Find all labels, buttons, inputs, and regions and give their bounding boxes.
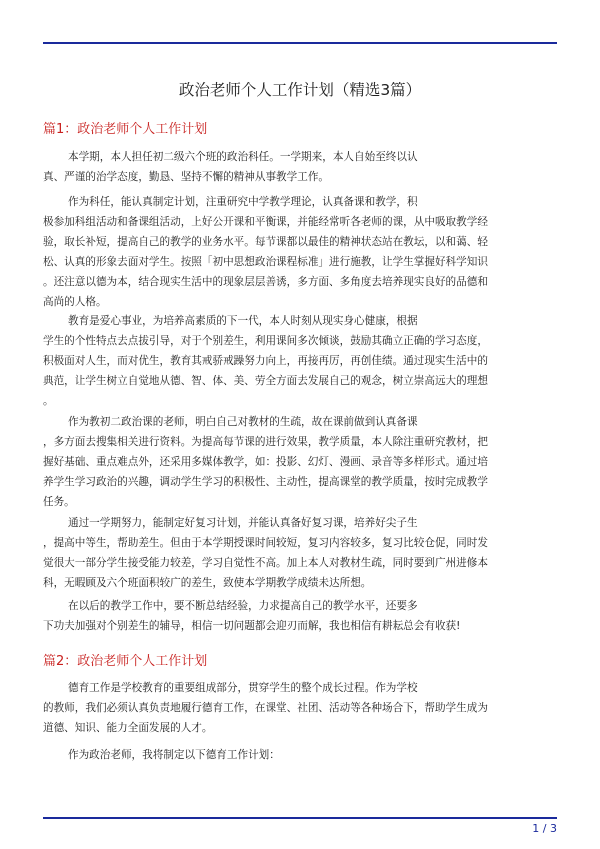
- paragraph: 作为教初二政治课的老师，明白自己对教材的生疏，故在课前做到认真备课 ，多方面去搜集相关进行资料。为提高每节课的进行效果，教学质量，本人除注重研究教材，把 握好基础、重点难点外，还采用多媒体教学，如：投影、幻灯、漫画、录音等多样形式。通过培 养学生学习政治的兴趣，调动学生学习的积极性、主动性，提高课堂的教学质量，按时完成教学 任务。: [43, 416, 488, 508]
- paragraph: 作为政治老师，我将制定以下德育工作计划：: [68, 749, 280, 761]
- header-rule: [43, 42, 557, 44]
- paragraph: 教育是爱心事业，为培养高素质的下一代，本人时刻从现实身心健康，根据 学生的个性特点去点拔引导，对于个别差生，利用课间多次倾谈，鼓励其确立正确的学习态度， 积极面对人生，而对优生，教育其戒骄戒躁努力向上，再接再厉，再创佳绩。通过现实生活中的 典范，让学生树立自觉地从德、智、体、美、劳全方面去发展自己的观念，树立崇高远大的理想 。: [43, 315, 488, 407]
- section-heading-2: 篇2：政治老师个人工作计划: [43, 654, 208, 669]
- paragraph: 通过一学期努力，能制定好复习计划，并能认真备好复习课，培养好尖子生 ，提高中等生，帮助差生。但由于本学期授课时间较短，复习内容较多，复习比较仓促，同时发 觉很大一部分学生接受能力较差，学习自觉性不高。加上本人对教材生疏，同时要到广州进修本 科，无暇顾及六个班面积较广的差生，致使本学期教学成绩未达所想。: [43, 517, 488, 589]
- paragraph: 德育工作是学校教育的重要组成部分，贯穿学生的整个成长过程。作为学校 的教师，我们必须认真负责地履行德育工作，在课堂、社团、活动等各种场合下，帮助学生成为 道德、知识、能力全面发展的人才。: [43, 682, 488, 734]
- page-number: 1 / 3: [532, 822, 557, 835]
- paragraph: 作为科任，能认真制定计划，注重研究中学教学理论，认真备课和教学，积 极参加科组活动和备课组活动，上好公开课和平衡课，并能经常听各老师的课，从中吸取教学经 验，取长补短，提高自己的教学的业务水平。每节课都以最佳的精神状态站在教坛，以和蔼、轻 松、认真的形象去面对学生。按照「初中思想政治课程标准」进行施教，让学生掌握好科学知识 。还注意以德为本，结合现实生活中的现象层层善诱，多方面、多角度去培养现实良好的品德和 高尚的人格。: [43, 196, 488, 308]
- paragraph: 在以后的教学工作中，要不断总结经验，力求提高自己的教学水平，还要多 下功夫加强对个别差生的辅导，相信一切问题都会迎刃而解，我也相信有耕耘总会有收获!: [43, 600, 461, 632]
- footer-rule: [43, 817, 557, 819]
- paragraph: 本学期，本人担任初二级六个班的政治科任。一学期来，本人自始至终以认 真、严谨的治学态度，勤恳、坚持不懈的精神从事教学工作。: [43, 151, 418, 183]
- document-title: 政治老师个人工作计划（精选3篇）: [178, 81, 422, 99]
- section-heading-1: 篇1：政治老师个人工作计划: [43, 122, 208, 137]
